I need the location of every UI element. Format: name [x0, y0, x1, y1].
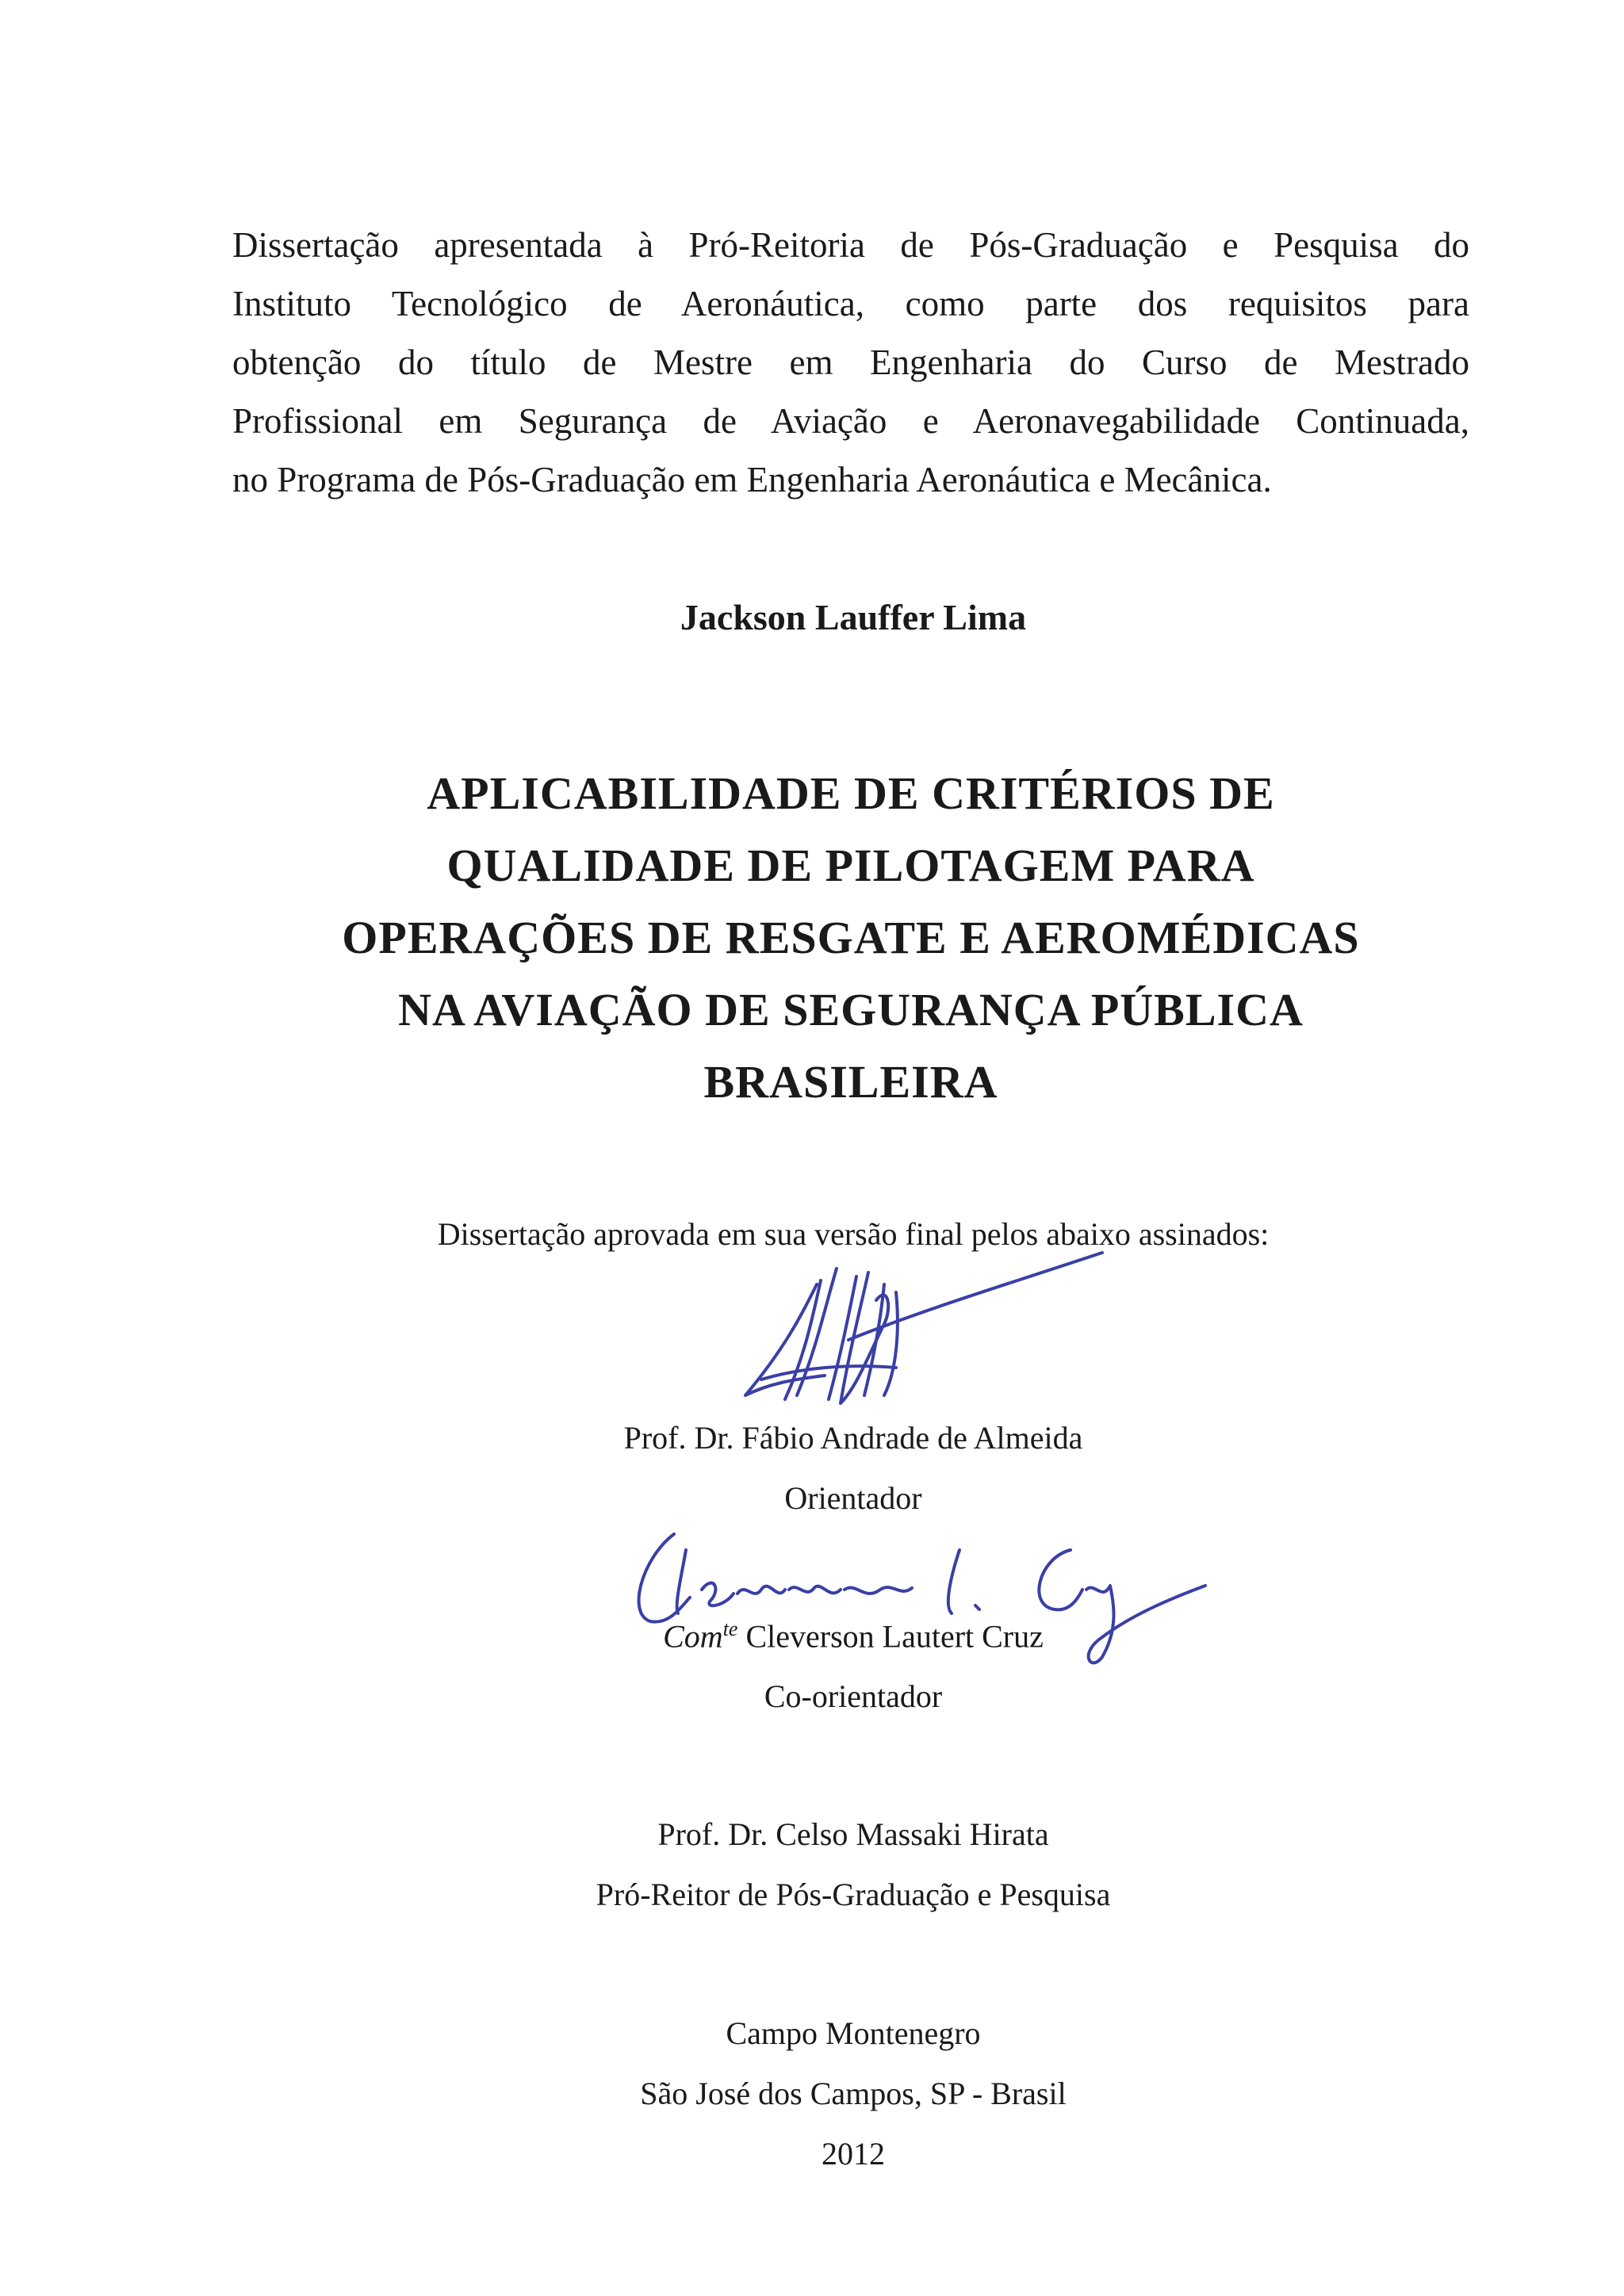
- year: 2012: [822, 2136, 885, 2172]
- pro-rector-name: Prof. Dr. Celso Massaki Hirata: [657, 1816, 1049, 1852]
- title-line: BRASILEIRA: [703, 1056, 998, 1108]
- intro-line: Profissional em Segurança de Aviação e Aeronavegabilidade Continuada,: [232, 401, 1469, 441]
- co-advisor-role: Co-orientador: [764, 1678, 943, 1714]
- author-name: Jackson Lauffer Lima: [680, 597, 1027, 637]
- co-advisor-prefix: Com: [663, 1618, 723, 1655]
- city: São José dos Campos, SP - Brasil: [640, 2076, 1067, 2111]
- intro-line: obtenção do título de Mestre em Engenharia do Curso de Mestrado: [232, 342, 1469, 382]
- advisor-signature: [730, 1237, 1126, 1411]
- intro-line: Dissertação apresentada à Pró-Reitoria de Pós-Graduação e Pesquisa do: [232, 225, 1469, 265]
- advisor-role: Orientador: [784, 1480, 922, 1516]
- intro-line: no Programa de Pós-Graduação em Engenharia Aeronáutica e Mecânica.: [232, 460, 1272, 499]
- approval-statement: Dissertação aprovada em sua versão final pelos abaixo assinados:: [437, 1216, 1270, 1252]
- dissertation-title: [232, 757, 1469, 1118]
- co-advisor-name: [0, 1617, 1624, 1655]
- pro-rector-role: Pró-Reitor de Pós-Graduação e Pesquisa: [596, 1877, 1111, 1912]
- advisor-name: Prof. Dr. Fábio Andrade de Almeida: [623, 1420, 1083, 1456]
- title-line: NA AVIAÇÃO DE SEGURANÇA PÚBLICA: [398, 984, 1304, 1035]
- co-advisor-fullname: Cleverson Lautert Cruz: [745, 1618, 1044, 1655]
- co-advisor-prefix-sup: te: [722, 1617, 738, 1640]
- title-line: OPERAÇÕES DE RESGATE E AEROMÉDICAS: [342, 912, 1360, 963]
- intro-line: Instituto Tecnológico de Aeronáutica, como parte dos requisitos para: [232, 284, 1469, 323]
- title-line: APLICABILIDADE DE CRITÉRIOS DE: [427, 767, 1275, 819]
- campus: Campo Montenegro: [726, 2015, 981, 2051]
- intro-paragraph: [232, 216, 1469, 509]
- title-line: QUALIDADE DE PILOTAGEM PARA: [446, 840, 1255, 891]
